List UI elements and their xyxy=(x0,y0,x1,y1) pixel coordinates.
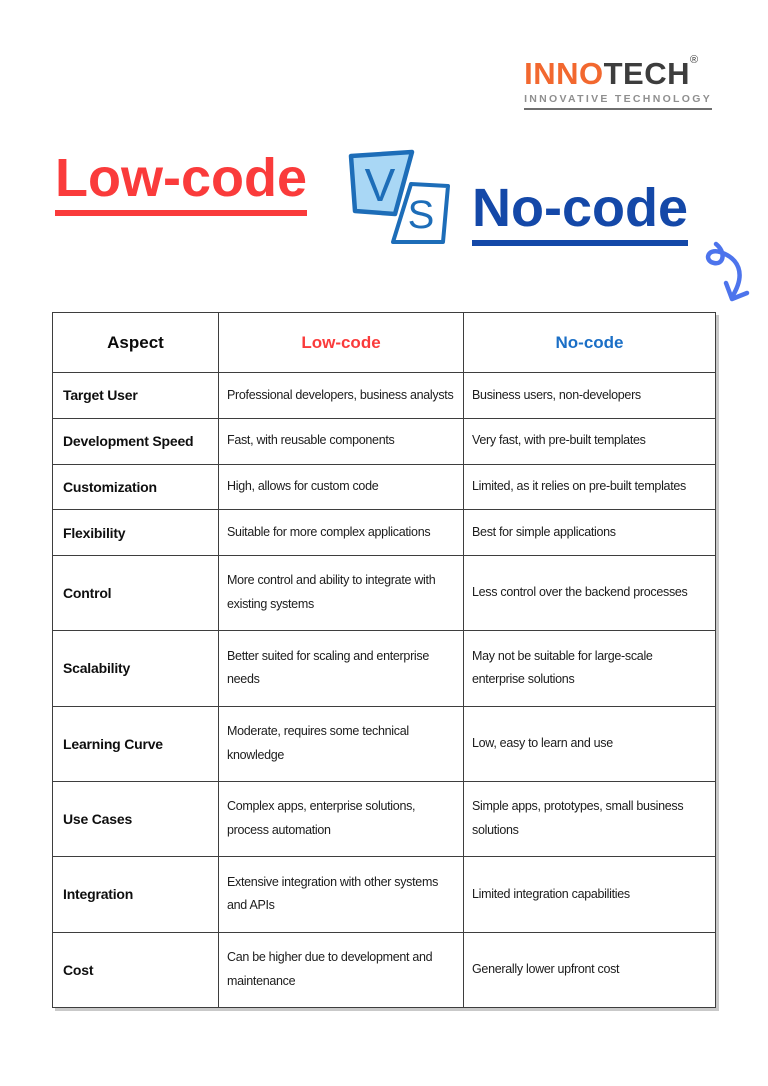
logo-brand-name xyxy=(524,54,712,91)
no-code-cell: Less control over the backend processes xyxy=(464,556,716,631)
column-header-no-code: No-code xyxy=(464,313,716,373)
logo-tagline: INNOVATIVE TECHNOLOGY xyxy=(524,93,712,110)
low-code-cell: Can be higher due to development and maintenance xyxy=(219,932,464,1007)
low-code-cell: Professional developers, business analysts xyxy=(219,373,464,419)
no-code-cell: Very fast, with pre-built templates xyxy=(464,418,716,464)
curved-arrow-icon xyxy=(676,240,764,308)
no-code-cell: Limited, as it relies on pre-built templates xyxy=(464,464,716,510)
column-header-aspect: Aspect xyxy=(53,313,219,373)
no-code-title: No-code xyxy=(472,180,688,246)
table-row xyxy=(53,781,716,856)
table-row xyxy=(53,464,716,510)
low-code-cell: Complex apps, enterprise solutions, process automation xyxy=(219,781,464,856)
registered-trademark-icon: ® xyxy=(689,54,699,66)
no-code-cell: Low, easy to learn and use xyxy=(464,706,716,781)
column-header-low-code: Low-code xyxy=(219,313,464,373)
low-code-cell: Suitable for more complex applications xyxy=(219,510,464,556)
low-code-title: Low-code xyxy=(55,150,307,216)
table-header-row xyxy=(53,313,716,373)
vs-icon xyxy=(336,148,458,250)
logo-brand-secondary: TECH xyxy=(603,56,690,91)
low-code-cell: Fast, with reusable components xyxy=(219,418,464,464)
low-code-cell: Moderate, requires some technical knowledge xyxy=(219,706,464,781)
vs-letter-v: V xyxy=(364,159,396,211)
low-code-cell: More control and ability to integrate with existing systems xyxy=(219,556,464,631)
table-row xyxy=(53,631,716,706)
no-code-cell: Business users, non-developers xyxy=(464,373,716,419)
table-row xyxy=(53,373,716,419)
no-code-cell: Generally lower upfront cost xyxy=(464,932,716,1007)
table-row xyxy=(53,510,716,556)
aspect-cell: Target User xyxy=(53,373,219,419)
no-code-cell: Best for simple applications xyxy=(464,510,716,556)
aspect-cell: Scalability xyxy=(53,631,219,706)
comparison-table xyxy=(52,312,716,1008)
low-code-cell: Extensive integration with other systems and APIs xyxy=(219,857,464,932)
low-code-cell: Better suited for scaling and enterprise needs xyxy=(219,631,464,706)
no-code-cell: Limited integration capabilities xyxy=(464,857,716,932)
table-row xyxy=(53,556,716,631)
vs-letter-s: S xyxy=(407,193,435,237)
aspect-cell: Integration xyxy=(53,857,219,932)
no-code-cell: May not be suitable for large-scale enterprise solutions xyxy=(464,631,716,706)
no-code-cell: Simple apps, prototypes, small business solutions xyxy=(464,781,716,856)
table-row xyxy=(53,932,716,1007)
innotech-logo xyxy=(524,54,712,110)
aspect-cell: Flexibility xyxy=(53,510,219,556)
aspect-cell: Control xyxy=(53,556,219,631)
logo-brand-primary: INNO xyxy=(524,56,604,91)
low-code-cell: High, allows for custom code xyxy=(219,464,464,510)
aspect-cell: Development Speed xyxy=(53,418,219,464)
table-row xyxy=(53,857,716,932)
aspect-cell: Cost xyxy=(53,932,219,1007)
table-row xyxy=(53,706,716,781)
aspect-cell: Learning Curve xyxy=(53,706,219,781)
aspect-cell: Customization xyxy=(53,464,219,510)
table-row xyxy=(53,418,716,464)
aspect-cell: Use Cases xyxy=(53,781,219,856)
